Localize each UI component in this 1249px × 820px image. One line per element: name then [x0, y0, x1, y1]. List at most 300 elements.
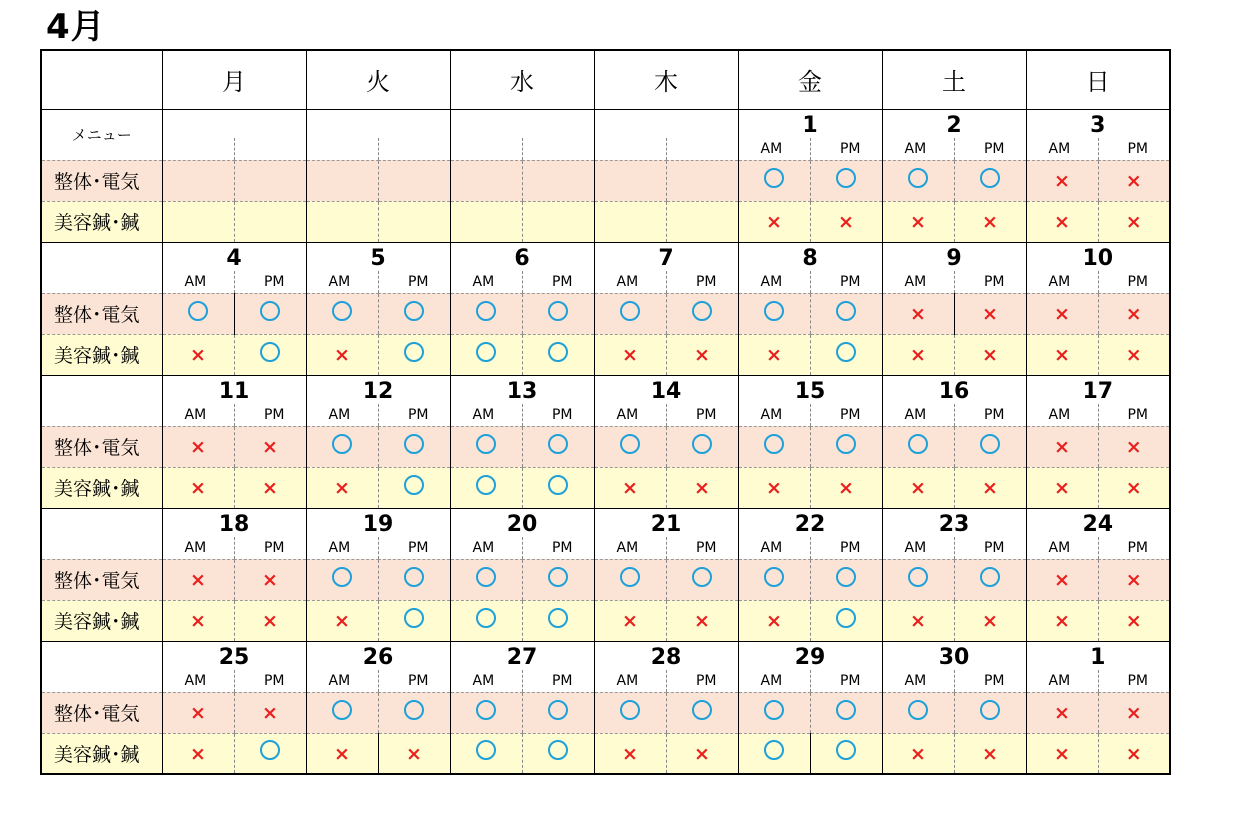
available-circle-icon [548, 608, 568, 628]
am-slot [1026, 467, 1098, 508]
am-slot [882, 600, 954, 641]
day-number: 18 [218, 511, 250, 537]
available-circle-icon [476, 475, 496, 495]
am-slot [738, 426, 810, 467]
weekday-sat: 土 [882, 50, 1026, 109]
am-slot [738, 334, 810, 375]
unavailable-cross-icon: × [622, 742, 638, 765]
half-divider [378, 670, 379, 692]
pm-slot [666, 600, 738, 641]
available-circle-icon [836, 434, 856, 454]
pm-label: PM [263, 672, 285, 689]
available-circle-icon [692, 700, 712, 720]
pm-slot [378, 467, 450, 508]
service-row-seitai [41, 160, 1170, 201]
service-label: 美容鍼･鍼 [41, 334, 162, 375]
day-cell [738, 375, 882, 426]
pm-label: PM [1127, 406, 1148, 423]
half-divider [954, 537, 955, 559]
service-label: 美容鍼･鍼 [41, 467, 162, 508]
unavailable-cross-icon: × [838, 211, 854, 233]
day-cell [1026, 242, 1170, 293]
pm-label: PM [551, 273, 573, 290]
unavailable-cross-icon: × [262, 477, 278, 499]
am-label: AM [1048, 273, 1071, 290]
half-divider [1098, 404, 1099, 426]
pm-label: PM [839, 672, 861, 689]
am-slot [594, 692, 666, 733]
available-circle-icon [548, 301, 568, 321]
unavailable-cross-icon: × [190, 569, 206, 591]
unavailable-cross-icon: × [1125, 303, 1142, 325]
pm-slot [810, 293, 882, 334]
day-number: 20 [506, 511, 538, 537]
unavailable-cross-icon: × [1054, 303, 1070, 325]
weekday-tue: 火 [306, 50, 450, 109]
service-label: 美容鍼･鍼 [41, 600, 162, 641]
available-circle-icon [260, 301, 280, 321]
day-cell [738, 508, 882, 559]
pm-slot [666, 733, 738, 774]
half-divider [1098, 537, 1099, 559]
unavailable-cross-icon: × [982, 742, 998, 765]
available-circle-icon [908, 700, 928, 720]
am-slot [1026, 733, 1098, 774]
am-slot [450, 692, 522, 733]
half-divider [810, 537, 811, 559]
am-slot [738, 692, 810, 733]
available-circle-icon [476, 567, 496, 587]
weekday-fri: 金 [738, 50, 882, 109]
am-slot [738, 733, 810, 774]
pm-slot [666, 160, 738, 201]
am-slot [162, 559, 234, 600]
available-circle-icon [764, 700, 784, 720]
header-corner [41, 50, 162, 109]
pm-slot [1098, 201, 1170, 242]
am-slot [450, 559, 522, 600]
unavailable-cross-icon: × [1054, 742, 1070, 765]
half-divider [1098, 670, 1099, 692]
unavailable-cross-icon: × [982, 610, 998, 632]
unavailable-cross-icon: × [334, 742, 350, 765]
pm-label: PM [839, 539, 861, 556]
half-divider [666, 537, 667, 559]
pm-label: PM [695, 406, 717, 423]
am-slot [450, 733, 522, 774]
unavailable-cross-icon: × [1125, 569, 1142, 591]
available-circle-icon [620, 434, 640, 454]
pm-slot [810, 692, 882, 733]
pm-slot [666, 559, 738, 600]
am-slot [594, 467, 666, 508]
day-number: 14 [650, 378, 682, 404]
half-divider [378, 138, 379, 160]
available-circle-icon [332, 301, 352, 321]
am-slot [306, 293, 378, 334]
unavailable-cross-icon: × [334, 344, 350, 366]
available-circle-icon [836, 301, 856, 321]
day-number: 21 [650, 511, 682, 537]
day-cell [162, 508, 306, 559]
half-divider [522, 404, 523, 426]
half-divider [378, 271, 379, 293]
am-slot [162, 293, 234, 334]
day-cell [738, 641, 882, 692]
am-label: AM [328, 672, 351, 689]
pm-label: PM [839, 406, 861, 423]
pm-slot [1098, 692, 1170, 733]
half-divider [810, 271, 811, 293]
unavailable-cross-icon: × [334, 477, 350, 499]
am-slot [450, 293, 522, 334]
pm-slot [378, 600, 450, 641]
day-number: 4 [226, 245, 242, 271]
day-cell [162, 641, 306, 692]
am-label: AM [760, 273, 783, 290]
am-slot [1026, 160, 1098, 201]
am-label: AM [1048, 406, 1071, 423]
date-row [41, 109, 1170, 160]
day-cell [882, 641, 1026, 692]
unavailable-cross-icon: × [910, 610, 926, 632]
half-divider [522, 670, 523, 692]
available-circle-icon [476, 301, 496, 321]
day-number: 24 [1082, 511, 1114, 537]
pm-slot [666, 467, 738, 508]
pm-label: PM [1127, 672, 1148, 689]
pm-slot [954, 559, 1026, 600]
am-slot [450, 467, 522, 508]
am-slot [1026, 293, 1098, 334]
pm-label: PM [407, 273, 429, 290]
available-circle-icon [620, 700, 640, 720]
pm-label: PM [407, 539, 429, 556]
available-circle-icon [836, 740, 856, 760]
available-circle-icon [980, 567, 1000, 587]
day-cell [162, 242, 306, 293]
date-row [41, 508, 1170, 559]
half-divider [234, 670, 235, 692]
unavailable-cross-icon: × [1125, 436, 1142, 458]
am-label: AM [760, 406, 783, 423]
half-divider [666, 404, 667, 426]
available-circle-icon [692, 567, 712, 587]
pm-slot [954, 692, 1026, 733]
pm-slot [954, 733, 1026, 774]
am-slot [306, 692, 378, 733]
am-slot [450, 160, 522, 201]
am-label: AM [184, 273, 207, 290]
available-circle-icon [908, 168, 928, 188]
available-circle-icon [908, 567, 928, 587]
unavailable-cross-icon: × [622, 610, 638, 632]
day-number: 12 [362, 378, 394, 404]
am-slot [882, 334, 954, 375]
am-label: AM [904, 539, 927, 556]
day-cell [450, 641, 594, 692]
pm-slot [666, 201, 738, 242]
half-divider [234, 138, 235, 160]
pm-label: PM [263, 273, 285, 290]
date-row [41, 641, 1170, 692]
day-cell [594, 508, 738, 559]
pm-slot [954, 600, 1026, 641]
half-divider [378, 537, 379, 559]
available-circle-icon [548, 740, 568, 760]
am-label: AM [904, 140, 927, 157]
unavailable-cross-icon: × [406, 742, 422, 765]
pm-label: PM [695, 539, 717, 556]
day-number: 9 [946, 245, 962, 271]
pm-label: PM [983, 140, 1005, 157]
am-slot [738, 293, 810, 334]
service-label: 整体･電気 [41, 692, 162, 733]
day-number: 15 [794, 378, 826, 404]
am-label: AM [184, 672, 207, 689]
service-row-biyoshin [41, 334, 1170, 375]
service-row-seitai [41, 692, 1170, 733]
available-circle-icon [764, 740, 784, 760]
pm-slot [810, 201, 882, 242]
pm-slot [234, 600, 306, 641]
service-row-biyoshin [41, 600, 1170, 641]
menu-label [41, 508, 162, 559]
day-number: 28 [650, 644, 682, 670]
am-label: AM [616, 539, 639, 556]
weekday-thu: 木 [594, 50, 738, 109]
available-circle-icon [332, 700, 352, 720]
unavailable-cross-icon: × [334, 610, 350, 632]
day-cell [1026, 109, 1170, 160]
available-circle-icon [836, 168, 856, 188]
pm-slot [234, 467, 306, 508]
half-divider [522, 271, 523, 293]
page-title: 4月 [46, 7, 106, 47]
day-number: 11 [218, 378, 250, 404]
unavailable-cross-icon: × [1054, 477, 1070, 499]
am-slot [162, 201, 234, 242]
day-cell [450, 508, 594, 559]
unavailable-cross-icon: × [910, 477, 926, 499]
half-divider [954, 404, 955, 426]
am-slot [450, 334, 522, 375]
day-cell [162, 109, 306, 160]
am-label: AM [1048, 672, 1071, 689]
available-circle-icon [764, 434, 784, 454]
calendar-body [41, 109, 1170, 774]
pm-slot [234, 160, 306, 201]
unavailable-cross-icon: × [1125, 170, 1142, 192]
available-circle-icon [404, 434, 424, 454]
unavailable-cross-icon: × [982, 211, 998, 233]
service-label: 整体･電気 [41, 559, 162, 600]
unavailable-cross-icon: × [262, 436, 278, 458]
am-slot [594, 293, 666, 334]
half-divider [666, 670, 667, 692]
day-cell [594, 242, 738, 293]
service-row-seitai [41, 426, 1170, 467]
am-slot [162, 600, 234, 641]
unavailable-cross-icon: × [262, 702, 278, 724]
am-slot [162, 467, 234, 508]
service-row-biyoshin [41, 201, 1170, 242]
unavailable-cross-icon: × [694, 742, 710, 765]
am-slot [738, 201, 810, 242]
pm-label: PM [983, 406, 1005, 423]
available-circle-icon [836, 567, 856, 587]
am-slot [450, 426, 522, 467]
pm-slot [1098, 426, 1170, 467]
pm-label: PM [983, 672, 1005, 689]
am-slot [306, 334, 378, 375]
available-circle-icon [836, 700, 856, 720]
service-label: 美容鍼･鍼 [41, 733, 162, 774]
available-circle-icon [764, 567, 784, 587]
pm-slot [522, 426, 594, 467]
unavailable-cross-icon: × [838, 477, 854, 499]
pm-label: PM [839, 273, 861, 290]
day-number: 2 [946, 112, 962, 138]
pm-label: PM [695, 672, 717, 689]
am-slot [306, 559, 378, 600]
pm-slot [522, 692, 594, 733]
half-divider [666, 271, 667, 293]
am-slot [1026, 334, 1098, 375]
am-slot [882, 733, 954, 774]
am-slot [882, 426, 954, 467]
am-label: AM [184, 539, 207, 556]
half-divider [234, 404, 235, 426]
pm-label: PM [983, 539, 1005, 556]
schedule-calendar [40, 49, 1171, 775]
available-circle-icon [836, 342, 856, 362]
half-divider [522, 138, 523, 160]
available-circle-icon [620, 567, 640, 587]
pm-slot [378, 692, 450, 733]
day-number: 6 [514, 245, 530, 271]
available-circle-icon [332, 434, 352, 454]
day-cell [882, 109, 1026, 160]
service-row-seitai [41, 293, 1170, 334]
available-circle-icon [764, 301, 784, 321]
menu-label: メニュー [41, 109, 162, 160]
pm-label: PM [263, 539, 285, 556]
am-slot [882, 201, 954, 242]
unavailable-cross-icon: × [982, 477, 998, 499]
day-number: 17 [1082, 378, 1114, 404]
unavailable-cross-icon: × [694, 344, 710, 366]
pm-slot [810, 426, 882, 467]
am-label: AM [328, 273, 351, 290]
half-divider [954, 271, 955, 293]
day-number: 25 [218, 644, 250, 670]
day-cell [882, 508, 1026, 559]
available-circle-icon [548, 567, 568, 587]
pm-slot [810, 733, 882, 774]
pm-label: PM [407, 406, 429, 423]
day-number: 27 [506, 644, 538, 670]
am-slot [594, 426, 666, 467]
available-circle-icon [404, 475, 424, 495]
unavailable-cross-icon: × [190, 702, 206, 724]
pm-slot [522, 559, 594, 600]
service-row-biyoshin [41, 733, 1170, 774]
unavailable-cross-icon: × [694, 477, 710, 499]
unavailable-cross-icon: × [766, 610, 782, 632]
day-number: 13 [506, 378, 538, 404]
unavailable-cross-icon: × [982, 303, 998, 325]
day-number: 5 [370, 245, 386, 271]
am-slot [306, 426, 378, 467]
pm-slot [954, 160, 1026, 201]
day-number: 3 [1090, 112, 1106, 138]
am-label: AM [328, 406, 351, 423]
am-label: AM [184, 406, 207, 423]
am-slot [306, 201, 378, 242]
pm-slot [522, 201, 594, 242]
unavailable-cross-icon: × [190, 436, 206, 458]
half-divider [954, 670, 955, 692]
am-slot [594, 334, 666, 375]
unavailable-cross-icon: × [982, 344, 998, 366]
available-circle-icon [260, 740, 280, 760]
am-slot [1026, 559, 1098, 600]
day-number: 29 [794, 644, 826, 670]
pm-slot [1098, 160, 1170, 201]
day-number: 30 [938, 644, 970, 670]
pm-slot [954, 467, 1026, 508]
available-circle-icon [404, 567, 424, 587]
am-slot [1026, 201, 1098, 242]
half-divider [1098, 138, 1099, 160]
am-label: AM [1048, 140, 1071, 157]
unavailable-cross-icon: × [910, 303, 926, 325]
pm-slot [810, 467, 882, 508]
pm-slot [954, 201, 1026, 242]
unavailable-cross-icon: × [1054, 211, 1070, 233]
am-slot [450, 600, 522, 641]
pm-label: PM [551, 539, 573, 556]
service-row-biyoshin [41, 467, 1170, 508]
am-label: AM [1048, 539, 1071, 556]
pm-slot [954, 293, 1026, 334]
day-cell [450, 242, 594, 293]
pm-slot [810, 600, 882, 641]
pm-label: PM [551, 672, 573, 689]
pm-label: PM [551, 406, 573, 423]
unavailable-cross-icon: × [262, 569, 278, 591]
pm-slot [378, 334, 450, 375]
available-circle-icon [980, 700, 1000, 720]
unavailable-cross-icon: × [190, 610, 206, 632]
pm-slot [810, 559, 882, 600]
pm-slot [1098, 293, 1170, 334]
am-slot [594, 600, 666, 641]
available-circle-icon [764, 168, 784, 188]
am-slot [306, 160, 378, 201]
am-label: AM [904, 273, 927, 290]
am-label: AM [616, 672, 639, 689]
am-label: AM [472, 406, 495, 423]
am-slot [882, 160, 954, 201]
weekday-sun: 日 [1026, 50, 1170, 109]
day-cell [738, 109, 882, 160]
pm-label: PM [1127, 539, 1148, 556]
am-label: AM [904, 406, 927, 423]
available-circle-icon [476, 342, 496, 362]
day-number: 23 [938, 511, 970, 537]
